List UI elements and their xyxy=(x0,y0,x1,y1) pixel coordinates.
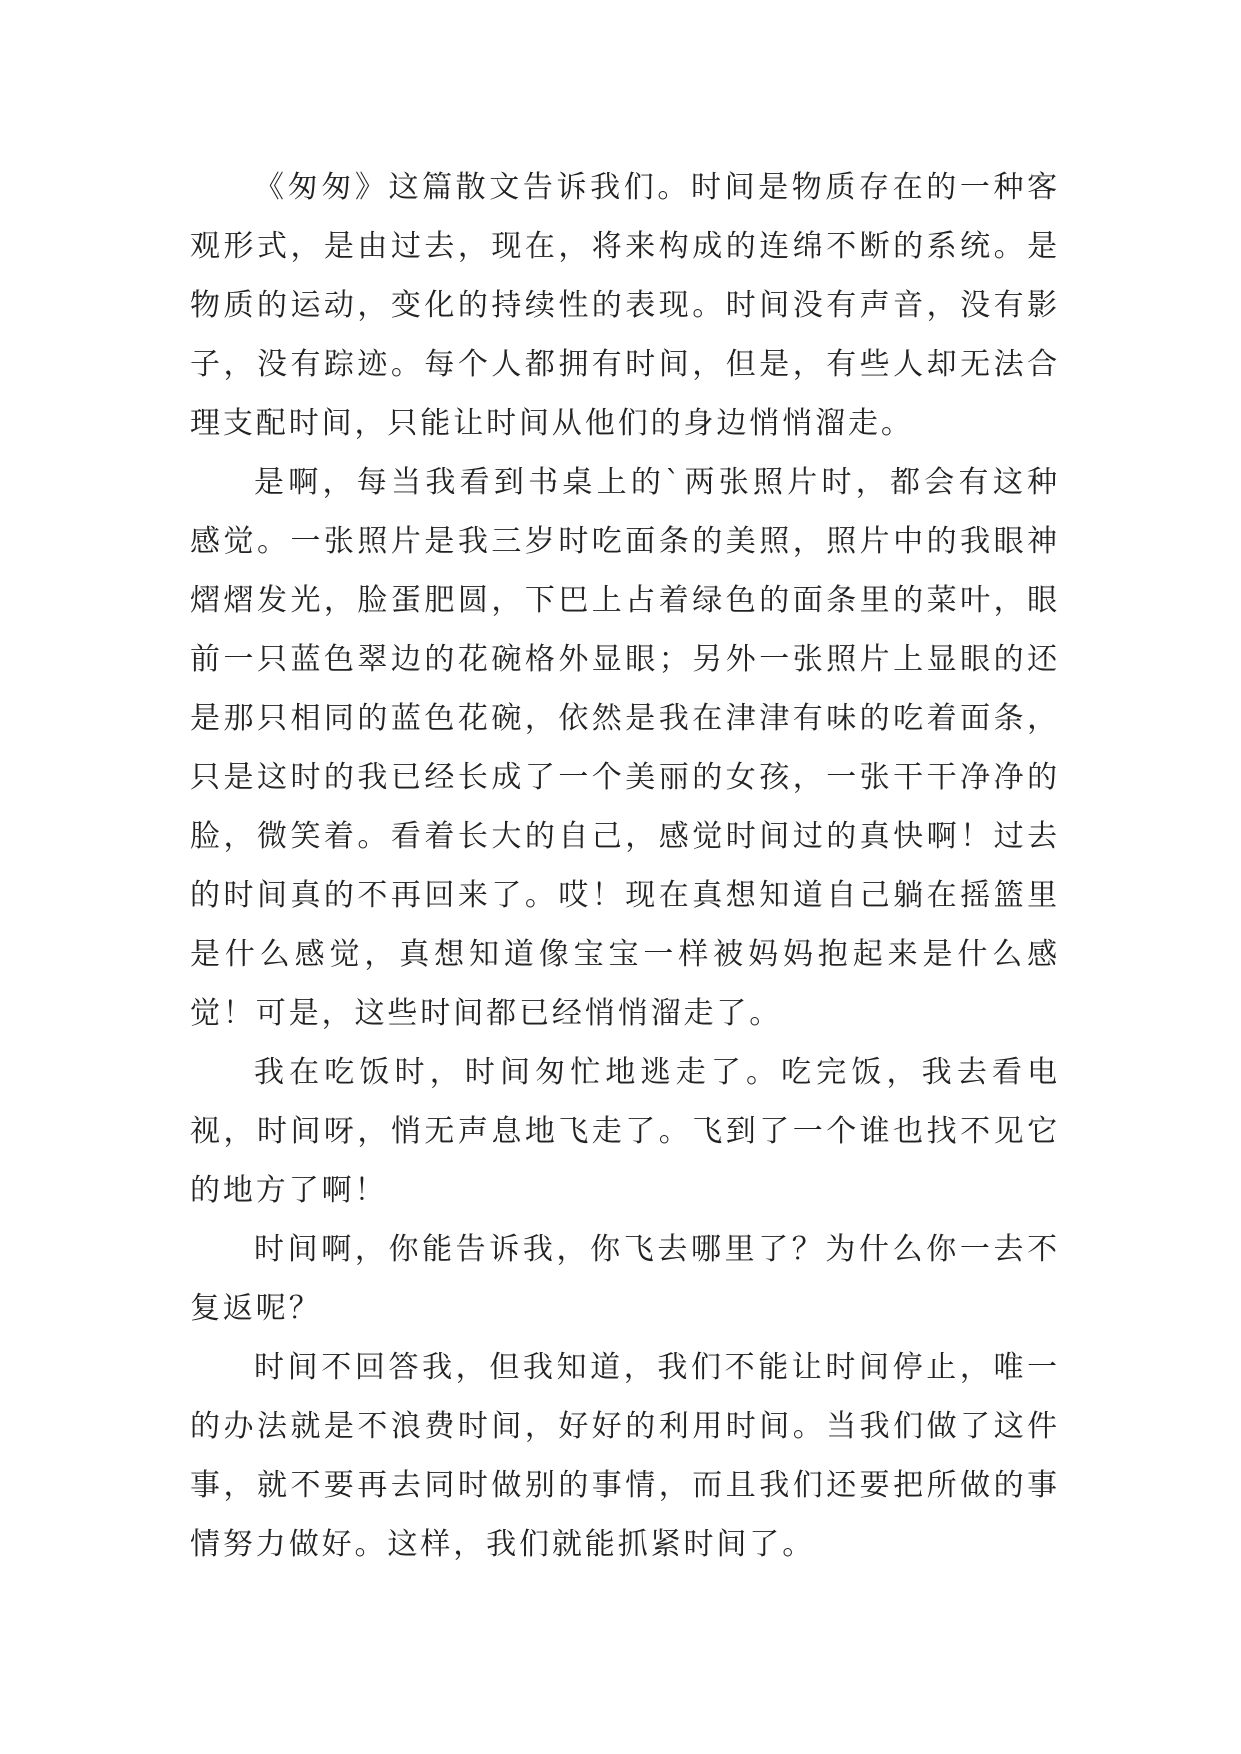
paragraph-4: 时间啊，你能告诉我，你飞去哪里了？为什么你一去不复返呢？ xyxy=(190,1232,1060,1326)
paragraph-2: 是啊，每当我看到书桌上的`两张照片时，都会有这种感觉。一张照片是我三岁时吃面条的美照，照片中的我眼神熠熠发光，脸蛋肥圆，下巴上占着绿色的面条里的菜叶，眼前一只蓝色翠边的花碗格外显眼；另外一张照片上显眼的还是那只相同的蓝色花碗，依然是我在津津有味的吃着面条，只是这时的我已经长成了一个美丽的女孩，一张干干净净的脸，微笑着。看着长大的自己，感觉时间过的真快啊！过去的时间真的不再回来了。哎！现在真想知道自己躺在摇篮里是什么感觉，真想知道像宝宝一样被妈妈抱起来是什么感觉！可是，这些时间都已经悄悄溜走了。 xyxy=(190,465,1060,1031)
paragraph-1: 《匆匆》这篇散文告诉我们。时间是物质存在的一种客观形式，是由过去，现在，将来构成的连绵不断的系统。是物质的运动，变化的持续性的表现。时间没有声音，没有影子，没有踪迹。每个人都拥有时间，但是，有些人却无法合理支配时间，只能让时间从他们的身边悄悄溜走。 xyxy=(190,170,1060,441)
document-body xyxy=(190,158,1060,1574)
paragraph-3: 我在吃饭时，时间匆忙地逃走了。吃完饭，我去看电视，时间呀，悄无声息地飞走了。飞到了一个谁也找不见它的地方了啊！ xyxy=(190,1055,1060,1208)
paragraph-5: 时间不回答我，但我知道，我们不能让时间停止，唯一的办法就是不浪费时间，好好的利用时间。当我们做了这件事，就不要再去同时做别的事情，而且我们还要把所做的事情努力做好。这样，我们就能抓紧时间了。 xyxy=(190,1350,1060,1562)
